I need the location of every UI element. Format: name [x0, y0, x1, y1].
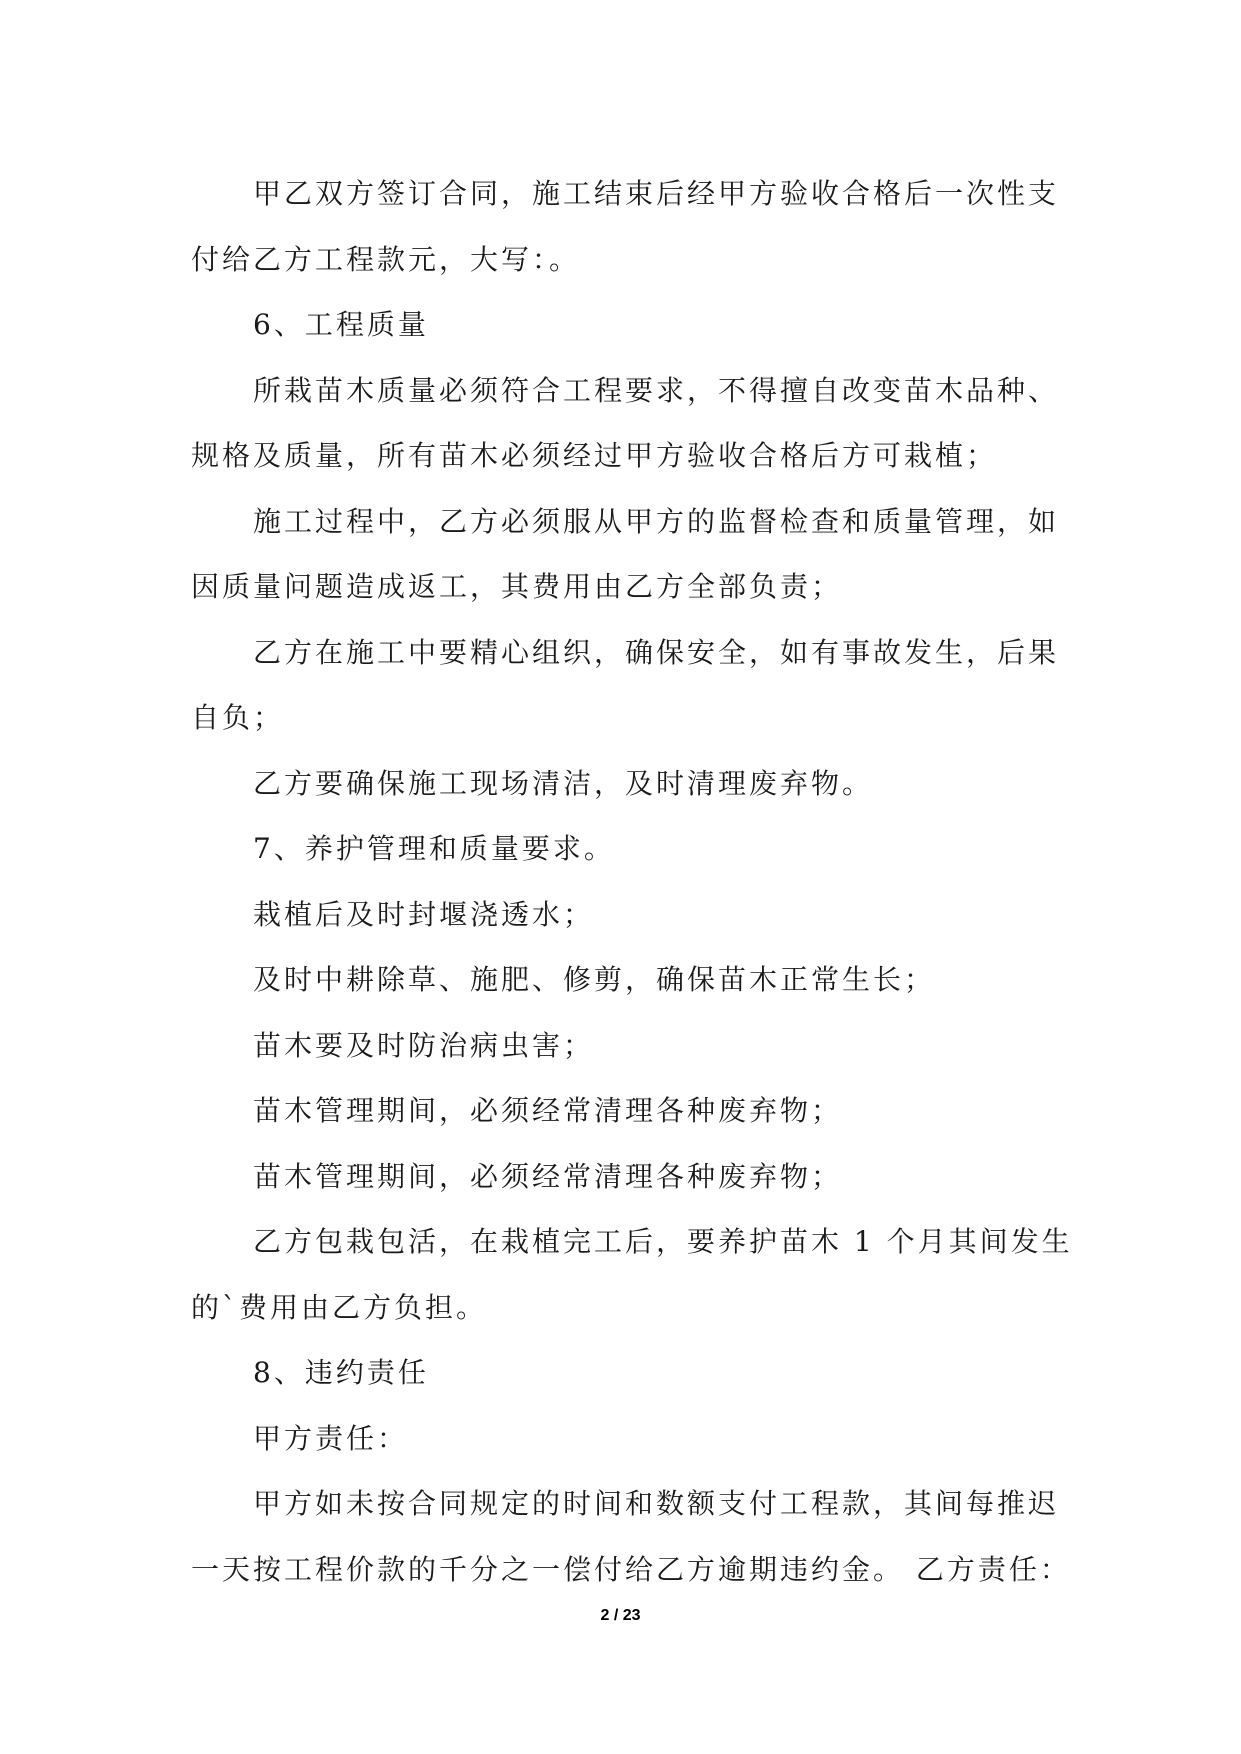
- section-heading: 7、养护管理和质量要求。: [253, 832, 615, 865]
- text-line: 甲方如未按合同规定的时间和数额支付工程款，其间每推迟: [253, 1487, 1060, 1520]
- text-line: 苗木管理期间，必须经常清理各种废弃物；: [253, 1094, 843, 1127]
- text-line: 甲方责任：: [253, 1421, 409, 1455]
- document-body: [191, 161, 1073, 1602]
- text-line: 一天按工程价款的千分之一偿付给乙方逾期违约金。 乙方责任：: [191, 1552, 1071, 1586]
- section-heading: 8、违约责任: [253, 1356, 429, 1389]
- text-line: 甲乙双方签订合同，施工结束后经甲方验收合格后一次性支: [253, 177, 1060, 210]
- text-line: 自负；: [191, 701, 285, 734]
- section-heading: 6、工程质量: [253, 308, 429, 341]
- text-line: 乙方要确保施工现场清洁，及时清理废弃物。: [253, 766, 874, 800]
- page-number: 2 / 23: [600, 1607, 641, 1624]
- text-line: 及时中耕除草、施肥、修剪，确保苗木正常生长；: [253, 963, 936, 996]
- text-line: 规格及质量，所有苗木必须经过甲方验收合格后方可栽植；: [191, 439, 998, 472]
- text-line: 付给乙方工程款元，大写：。: [191, 242, 581, 276]
- text-line: 的`费用由乙方负担。: [191, 1290, 488, 1324]
- text-line: 施工过程中，乙方必须服从甲方的监督检查和质量管理，如: [253, 504, 1060, 538]
- text-line: 苗木要及时防治病虫害；: [253, 1028, 595, 1062]
- text-line: 乙方在施工中要精心组织，确保安全，如有事故发生，后果: [253, 635, 1060, 669]
- text-line: 乙方包栽包活，在栽植完工后，要养护苗木 1 个月其间发生: [253, 1225, 1073, 1258]
- text-line: 所栽苗木质量必须符合工程要求，不得擅自改变苗木品种、: [253, 373, 1060, 407]
- text-line: 栽植后及时封堰浇透水；: [253, 897, 595, 931]
- text-line: 苗木管理期间，必须经常清理各种废弃物；: [253, 1159, 843, 1193]
- text-line: 因质量问题造成返工，其费用由乙方全部负责；: [191, 570, 843, 603]
